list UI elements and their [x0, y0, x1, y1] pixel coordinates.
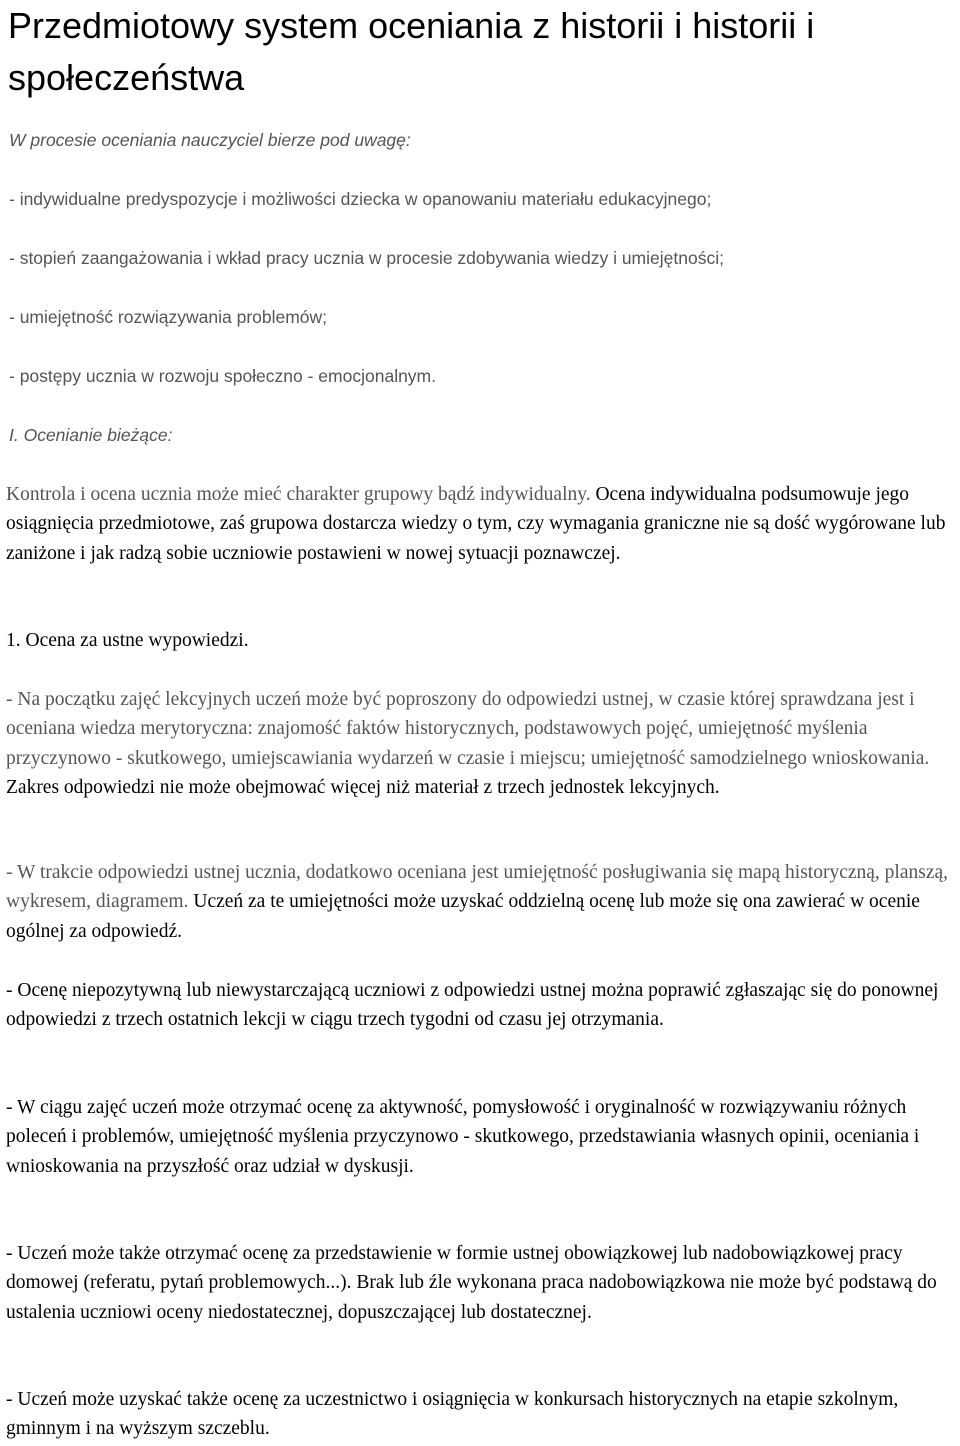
paragraph-black-extra: Brak lub źle wykonana praca nadobowiązkowa nie może być podstawą do ustalenia uczniowi oceny niedostatecznej, dopuszczającej lub dostatecznej.: [6, 1272, 937, 1323]
paragraph-gray: - W trakcie odpowiedzi ustnej ucznia, dodatkowo oceniana jest umiejętność posługiwania się mapą historyczną, planszą, wykresem, diagramem.: [6, 862, 949, 913]
paragraph-black: - W ciągu zajęć uczeń może otrzymać ocenę za aktywność, pomysłowość i oryginalność w rozwiązywaniu różnych poleceń i problemów, umiejętność myślenia przyczynowo - skutkowego, przedstawiania własnych opinii, oceniania i wnioskowania na przyszłość oraz udział w dyskusji.: [6, 1097, 920, 1177]
paragraph: [6, 1093, 956, 1181]
paragraph-black: Zakres odpowiedzi nie może obejmować więcej niż materiał z trzech jednostek lekcyjnych.: [6, 776, 720, 798]
criterion-item: - indywidualne predyspozycje i możliwości dziecka w opanowaniu materiału edukacyjnego;: [9, 189, 712, 209]
criterion-item: - stopień zaangażowania i wkład pracy ucznia w procesie zdobywania wiedzy i umiejętności;: [9, 248, 724, 268]
intro-text: W procesie oceniania nauczyciel bierze pod uwagę:: [9, 130, 411, 150]
paragraph-black: - Ocenę niepozytywną lub niewystarczającą uczniowi z odpowiedzi ustnej można poprawić zgłaszając się do ponownej odpowiedzi z trzech ostatnich lekcji w ciągu trzech tygodni od czasu jej otrzymania.: [6, 980, 939, 1031]
criterion-item: - postępy ucznia w rozwoju społeczno - emocjonalnym.: [9, 366, 436, 386]
paragraph-black: Uczeń za te umiejętności może uzyskać oddzielną ocenę lub może się ona zawierać w ocenie ogólnej za odpowiedź.: [6, 891, 920, 942]
criterion-item: - umiejętność rozwiązywania problemów;: [9, 307, 328, 327]
paragraph: [6, 1385, 956, 1444]
section-heading: I. Ocenianie bieżące:: [9, 425, 173, 445]
paragraph: [6, 976, 956, 1035]
control-paragraph-gray: Kontrola i ocena ucznia może mieć charakter grupowy bądź indywidualny.: [6, 484, 591, 505]
control-paragraph: [6, 480, 956, 568]
page-title: Przedmiotowy system oceniania z historii i historii i społeczeństwa: [8, 5, 815, 98]
paragraph-black: - Uczeń może także otrzymać ocenę za przedstawienie w formie ustnej obowiązkowej lub nadobowiązkowej pracy domowej (referatu, pytań problemowych...).: [6, 1243, 903, 1294]
subheading: 1. Ocena za ustne wypowiedzi.: [6, 630, 249, 651]
control-paragraph-black: Ocena indywidualna podsumowuje jego osiągnięcia przedmiotowe, zaś grupowa dostarcza wiedzy o tym, czy wymagania graniczne nie są dość wygórowane lub zaniżone i jak radzą sobie uczniowie postawieni w nowej sytuacji poznawczej.: [6, 484, 946, 564]
paragraph: [6, 685, 956, 802]
paragraph: [6, 858, 956, 946]
paragraph-black: - Uczeń może uzyskać także ocenę za uczestnictwo i osiągnięcia w konkursach historycznych na etapie szkolnym, gminnym i na wyższym szczeblu.: [6, 1389, 899, 1440]
paragraph-gray: - Na początku zajęć lekcyjnych uczeń może być poproszony do odpowiedzi ustnej, w czasie której sprawdzana jest i oceniana wiedza merytoryczna: znajomość faktów historycznych, podstawowych pojęć, umiejętność myślenia przyczynowo - skutkowego, umiejscawiania wydarzeń w czasie i miejscu; umiejętność samodzielnego wnioskowania.: [6, 689, 930, 769]
paragraph: [6, 1239, 956, 1327]
